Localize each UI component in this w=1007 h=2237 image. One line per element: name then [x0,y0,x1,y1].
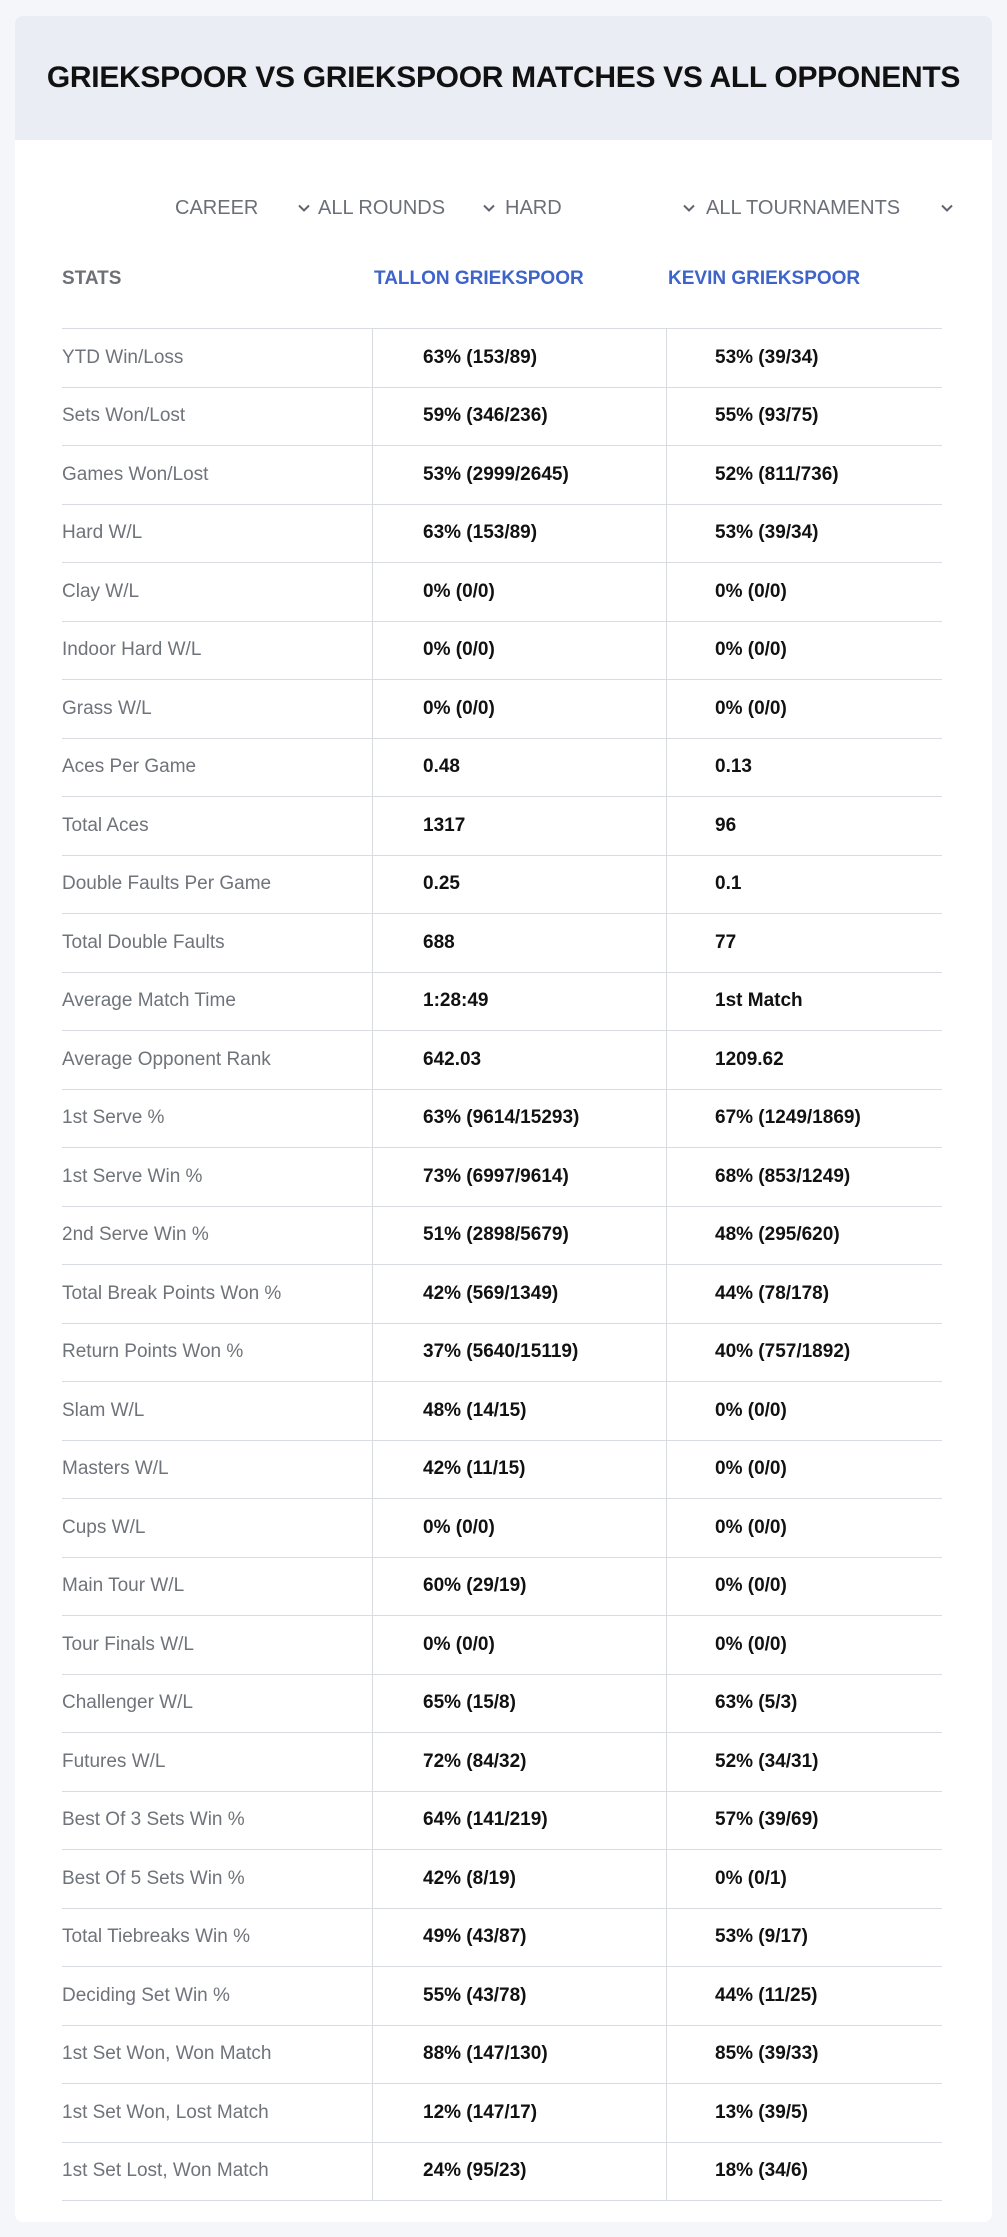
table-row [62,1499,942,1558]
table-row [62,973,942,1032]
player1-value: 0% (0/0) [372,1616,666,1674]
tournament-filter-select[interactable] [706,188,956,228]
chevron-down-icon [480,199,498,217]
player1-value: 72% (84/32) [372,1733,666,1791]
table-row [62,1792,942,1851]
player2-value: 63% (5/3) [666,1675,942,1733]
table-row [62,1558,942,1617]
chevron-down-icon [938,199,956,217]
player2-value: 0% (0/1) [666,1850,942,1908]
table-row [62,2026,942,2085]
table-row [62,388,942,447]
player1-value: 59% (346/236) [372,388,666,446]
stat-label: YTD Win/Loss [62,346,184,368]
stat-label: Total Break Points Won % [62,1282,282,1304]
player2-value: 44% (11/25) [666,1967,942,2025]
stat-label: Futures W/L [62,1750,166,1772]
table-row [62,1733,942,1792]
stat-label: Masters W/L [62,1458,169,1480]
player2-value: 68% (853/1249) [666,1148,942,1206]
filter-value: HARD [505,196,562,219]
stat-label: Total Double Faults [62,931,225,953]
player1-value: 0.25 [372,856,666,914]
player1-value: 42% (569/1349) [372,1265,666,1323]
player1-value: 1:28:49 [372,973,666,1031]
player2-value: 0% (0/0) [666,1499,942,1557]
player2-value: 0% (0/0) [666,1382,942,1440]
stat-label: Deciding Set Win % [62,1984,230,2006]
table-row [62,505,942,564]
player2-value: 67% (1249/1869) [666,1090,942,1148]
surface-filter-select[interactable] [505,188,698,228]
player1-value: 12% (147/17) [372,2084,666,2142]
table-row [62,1382,942,1441]
table-row [62,1031,942,1090]
filter-bar [15,188,992,228]
player2-value: 55% (93/75) [666,388,942,446]
stat-label: Tour Finals W/L [62,1633,194,1655]
player2-value: 57% (39/69) [666,1792,942,1850]
table-row [62,1850,942,1909]
player2-value: 0% (0/0) [666,1558,942,1616]
table-row [62,1265,942,1324]
stat-label: Best Of 5 Sets Win % [62,1867,245,1889]
stats-column-header: STATS [62,268,122,289]
stat-label: Best Of 3 Sets Win % [62,1809,245,1831]
player1-value: 63% (153/89) [372,329,666,387]
stat-label: Hard W/L [62,522,143,544]
player2-value: 96 [666,797,942,855]
table-row [62,622,942,681]
player1-value: 0% (0/0) [372,1499,666,1557]
table-row [62,1207,942,1266]
player2-value: 77 [666,914,942,972]
table-row [62,856,942,915]
player2-value: 53% (39/34) [666,329,942,387]
career-filter-select[interactable] [175,188,313,228]
stat-label: Double Faults Per Game [62,873,272,895]
player2-value: 0.13 [666,739,942,797]
player1-value: 642.03 [372,1031,666,1089]
player1-column-header[interactable]: TALLON GRIEKSPOOR [374,268,584,289]
stat-label: 2nd Serve Win % [62,1224,209,1246]
player2-value: 1209.62 [666,1031,942,1089]
table-row [62,914,942,973]
player1-value: 0% (0/0) [372,680,666,738]
player1-value: 0.48 [372,739,666,797]
stat-label: Average Match Time [62,990,236,1012]
round-filter-select[interactable] [318,188,498,228]
player1-value: 88% (147/130) [372,2026,666,2084]
player2-value: 18% (34/6) [666,2143,942,2201]
table-row [62,1441,942,1500]
player1-value: 688 [372,914,666,972]
player2-value: 44% (78/178) [666,1265,942,1323]
player1-value: 42% (8/19) [372,1850,666,1908]
player2-value: 52% (811/736) [666,446,942,504]
player1-value: 42% (11/15) [372,1441,666,1499]
table-row [62,1616,942,1675]
stat-label: 1st Serve % [62,1107,165,1129]
stat-label: Main Tour W/L [62,1575,185,1597]
player1-value: 53% (2999/2645) [372,446,666,504]
table-row [62,797,942,856]
stats-table [62,248,942,2201]
player1-value: 48% (14/15) [372,1382,666,1440]
player2-value: 0% (0/0) [666,1616,942,1674]
stat-label: Grass W/L [62,697,152,719]
player2-value: 0% (0/0) [666,563,942,621]
player1-value: 65% (15/8) [372,1675,666,1733]
stat-label: 1st Set Won, Won Match [62,2043,272,2065]
player1-value: 24% (95/23) [372,2143,666,2201]
player1-value: 60% (29/19) [372,1558,666,1616]
player1-value: 64% (141/219) [372,1792,666,1850]
table-row [62,1909,942,1968]
player1-value: 0% (0/0) [372,563,666,621]
table-row [62,1324,942,1383]
player2-column-header[interactable]: KEVIN GRIEKSPOOR [668,268,861,289]
player2-value: 0% (0/0) [666,1441,942,1499]
filter-value: ALL TOURNAMENTS [706,196,901,219]
stats-card [15,16,992,2222]
table-row [62,680,942,739]
stat-label: Average Opponent Rank [62,1048,271,1070]
table-row [62,446,942,505]
table-row [62,563,942,622]
table-body [62,329,942,2201]
stat-label: Indoor Hard W/L [62,639,202,661]
player1-value: 51% (2898/5679) [372,1207,666,1265]
stat-label: Slam W/L [62,1399,145,1421]
player2-value: 52% (34/31) [666,1733,942,1791]
player1-value: 37% (5640/15119) [372,1324,666,1382]
player2-value: 0% (0/0) [666,622,942,680]
filter-value: CAREER [175,196,259,219]
player2-value: 85% (39/33) [666,2026,942,2084]
player2-value: 40% (757/1892) [666,1324,942,1382]
stat-label: Cups W/L [62,1516,146,1538]
stat-label: Total Tiebreaks Win % [62,1926,250,1948]
table-row [62,1967,942,2026]
player1-value: 49% (43/87) [372,1909,666,1967]
page-title: GRIEKSPOOR VS GRIEKSPOOR MATCHES VS ALL OPPONENTS [46,61,961,94]
table-row [62,2143,942,2202]
page-header [15,16,992,140]
player1-value: 0% (0/0) [372,622,666,680]
stat-label: 1st Set Lost, Won Match [62,2160,269,2182]
table-row [62,2084,942,2143]
table-row [62,329,942,388]
chevron-down-icon [680,199,698,217]
stat-label: 1st Serve Win % [62,1165,203,1187]
player2-value: 13% (39/5) [666,2084,942,2142]
stat-label: Games Won/Lost [62,463,209,485]
stat-label: Aces Per Game [62,756,197,778]
stat-label: Clay W/L [62,580,140,602]
player2-value: 53% (9/17) [666,1909,942,1967]
player1-value: 73% (6997/9614) [372,1148,666,1206]
player1-value: 63% (9614/15293) [372,1090,666,1148]
player2-value: 53% (39/34) [666,505,942,563]
table-row [62,1148,942,1207]
player2-value: 0.1 [666,856,942,914]
stat-label: Sets Won/Lost [62,405,186,427]
player2-value: 0% (0/0) [666,680,942,738]
chevron-down-icon [295,199,313,217]
table-header [62,248,942,329]
player2-value: 1st Match [666,973,942,1031]
table-row [62,1675,942,1734]
stat-label: Total Aces [62,814,149,836]
stat-label: Challenger W/L [62,1692,193,1714]
table-row [62,739,942,798]
table-row [62,1090,942,1149]
filter-value: ALL ROUNDS [318,196,446,219]
stat-label: 1st Set Won, Lost Match [62,2101,269,2123]
player1-value: 55% (43/78) [372,1967,666,2025]
stat-label: Return Points Won % [62,1341,244,1363]
player1-value: 63% (153/89) [372,505,666,563]
player1-value: 1317 [372,797,666,855]
player2-value: 48% (295/620) [666,1207,942,1265]
